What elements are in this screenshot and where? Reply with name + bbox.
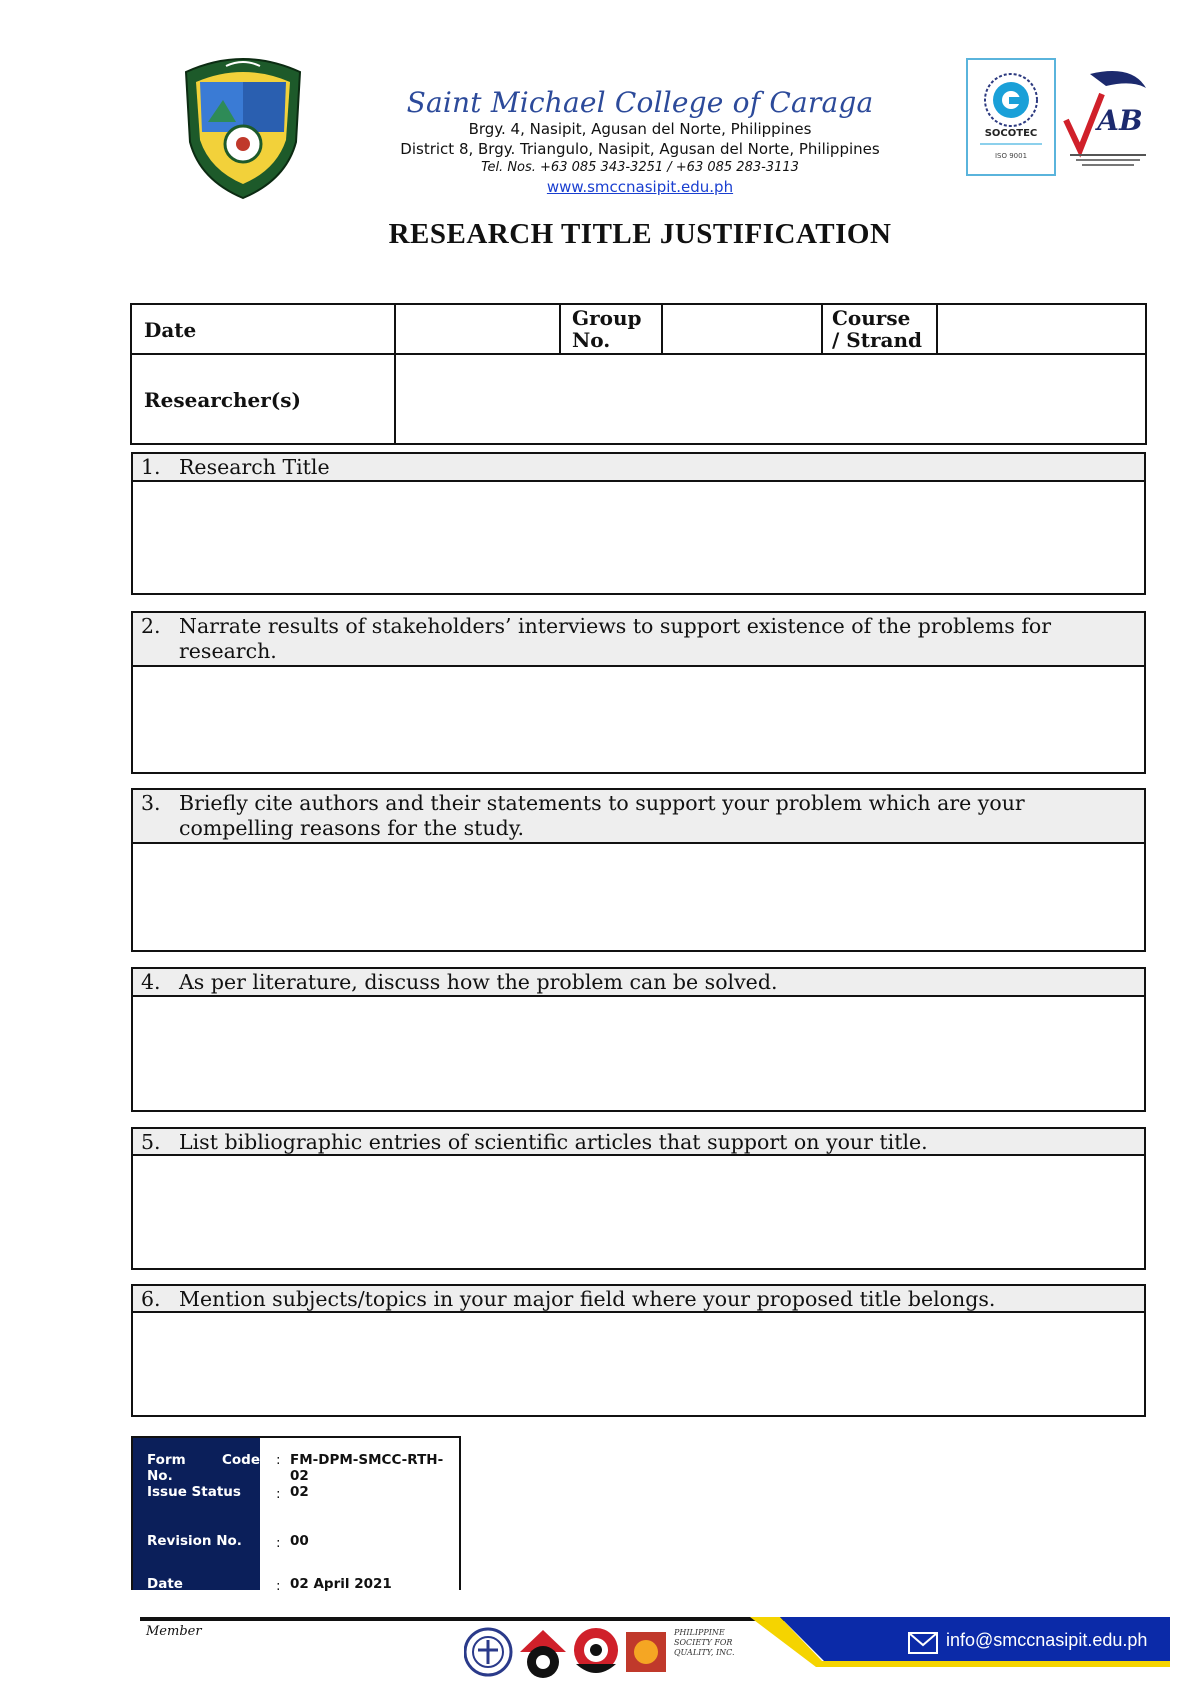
form-date-colon: :	[276, 1578, 281, 1594]
revision-no-label: Revision No.	[147, 1533, 242, 1549]
section-bibliographic-entries	[131, 1127, 1146, 1270]
group-no-label-line2: No.	[572, 328, 611, 352]
issue-status-colon: :	[276, 1486, 281, 1502]
researchers-field[interactable]	[400, 361, 1140, 439]
bibliographic-entries-answer-field[interactable]	[133, 1156, 1144, 1268]
section-prompt: List bibliographic entries of scientific articles that support on your title.	[179, 1130, 928, 1154]
website-link[interactable]: www.smccnasipit.edu.ph	[546, 178, 734, 196]
address-line-1: Brgy. 4, Nasipit, Agusan del Norte, Philippines	[468, 120, 812, 138]
section-header: 2. Narrate results of stakeholders’ interviews to support existence of the problems for research.	[133, 613, 1144, 667]
group-no-label-line1: Group	[572, 306, 642, 330]
form-code-label-2: Code	[222, 1452, 261, 1468]
member-label: Member	[146, 1624, 202, 1639]
section-research-title	[131, 452, 1146, 595]
revision-no-value: 00	[290, 1533, 309, 1549]
section-header: 6. Mention subjects/topics in your major field where your proposed title belongs.	[133, 1286, 1144, 1313]
date-label: Date	[144, 318, 197, 342]
info-table	[130, 303, 1147, 445]
section-header: 4. As per literature, discuss how the problem can be solved.	[133, 969, 1144, 997]
literature-solution-answer-field[interactable]	[133, 997, 1144, 1110]
socotec-icon	[968, 60, 1054, 174]
socotec-text: SOCOTEC	[984, 128, 1038, 139]
section-prompt: As per literature, discuss how the problem can be solved.	[179, 970, 778, 994]
section-major-field-topics	[131, 1284, 1146, 1417]
form-code-colon: :	[276, 1452, 281, 1468]
section-prompt-cont: compelling reasons for the study.	[179, 816, 525, 840]
pab-accreditation-logo	[1062, 64, 1152, 174]
section-literature-solution	[131, 967, 1146, 1112]
section-prompt-cont: research.	[179, 639, 277, 663]
iso-text: ISO 9001	[994, 152, 1028, 160]
document-title: RESEARCH TITLE JUSTIFICATION	[388, 218, 892, 250]
course-strand-field[interactable]	[942, 319, 1137, 341]
form-code-label-3: No.	[147, 1468, 173, 1484]
section-prompt: Mention subjects/topics in your major field where your proposed title belongs.	[179, 1287, 996, 1311]
svg-text:AB: AB	[1097, 104, 1143, 137]
stakeholder-interviews-answer-field[interactable]	[133, 667, 1144, 772]
major-field-topics-answer-field[interactable]	[133, 1313, 1144, 1415]
section-prompt: Research Title	[179, 455, 330, 479]
iso-certification-logo	[966, 58, 1056, 176]
date-field[interactable]	[400, 319, 555, 341]
seal-icon	[465, 1629, 511, 1675]
revision-no-colon: :	[276, 1535, 281, 1551]
course-label-line1: Course	[832, 306, 911, 330]
college-crest-icon	[178, 52, 308, 200]
form-date-value: 02 April 2021	[290, 1576, 392, 1592]
research-title-answer-field[interactable]	[133, 482, 1144, 593]
form-date-label: Date	[147, 1576, 183, 1592]
course-label-line2: / Strand	[832, 328, 922, 352]
telephone-numbers: Tel. Nos. +63 085 343-3251 / +63 085 283-3113	[481, 160, 799, 175]
address-line-2: District 8, Brgy. Triangulo, Nasipit, Agusan del Norte, Philippines	[400, 140, 880, 158]
psq-sun-icon	[626, 1632, 666, 1672]
issue-status-value: 02	[290, 1484, 309, 1500]
issue-status-label: Issue Status	[147, 1484, 241, 1500]
college-name: Saint Michael College of Caraga	[406, 86, 874, 119]
house-logo-icon	[520, 1630, 566, 1678]
section-cited-authors	[131, 788, 1146, 952]
form-code-label-1: Form	[147, 1452, 186, 1468]
section-header: 1. Research Title	[133, 454, 1144, 482]
researchers-label: Researcher(s)	[144, 388, 301, 412]
ring-logo-icon	[574, 1628, 618, 1673]
psq-member-text: PHILIPPINE SOCIETY FOR QUALITY, INC.	[674, 1628, 735, 1657]
section-prompt: Briefly cite authors and their statements to support your problem which are your	[179, 791, 1025, 815]
section-header: 5. List bibliographic entries of scientific articles that support on your title.	[133, 1129, 1144, 1156]
mail-icon	[908, 1632, 938, 1654]
group-no-field[interactable]	[667, 319, 817, 341]
section-prompt: Narrate results of stakeholders’ interviews to support existence of the problems for	[179, 614, 1052, 638]
section-stakeholder-interviews	[131, 611, 1146, 774]
form-info-box	[131, 1436, 461, 1594]
cited-authors-answer-field[interactable]	[133, 844, 1144, 950]
form-code-value: FM-DPM-SMCC-RTH-02	[290, 1452, 444, 1484]
footer-email-link[interactable]: info@smccnasipit.edu.ph	[946, 1630, 1148, 1650]
section-header: 3. Briefly cite authors and their statements to support your problem which are your compelling reasons for the study.	[133, 790, 1144, 844]
